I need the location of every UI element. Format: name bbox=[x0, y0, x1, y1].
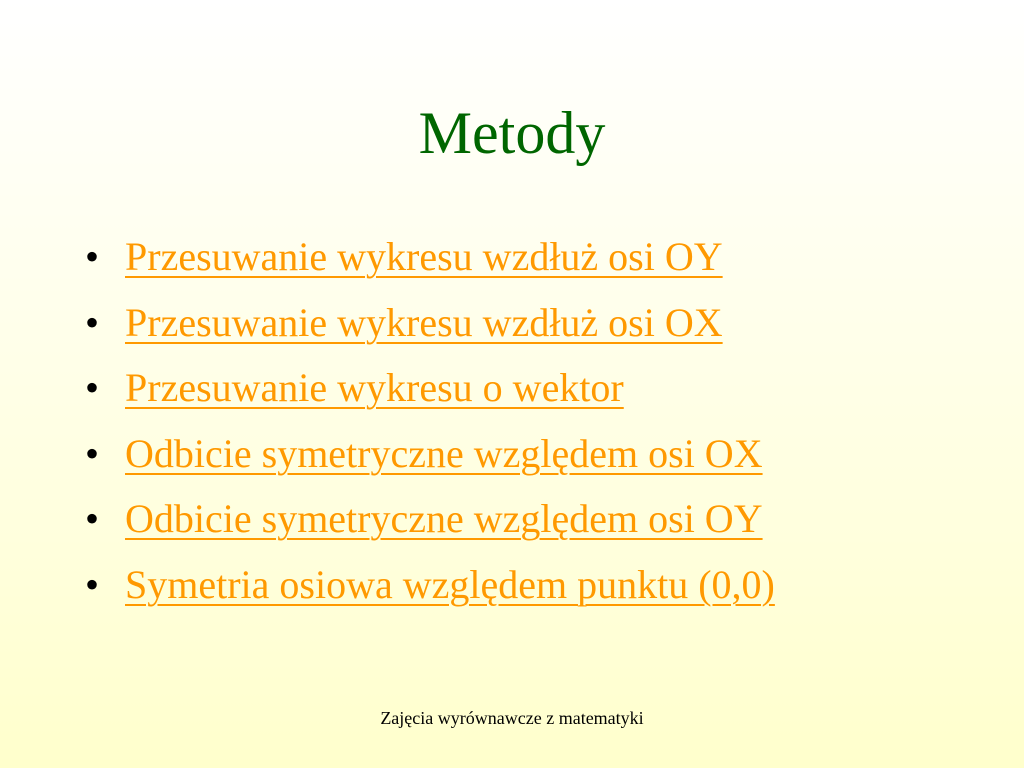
methods-list bbox=[85, 226, 985, 619]
list-item bbox=[85, 292, 985, 358]
link-shift-ox[interactable]: Przesuwanie wykresu wzdłuż osi OX bbox=[125, 299, 723, 345]
bullet-icon: • bbox=[85, 299, 100, 345]
bullet-icon: • bbox=[85, 234, 100, 279]
bullet-icon: • bbox=[85, 430, 100, 476]
list-item bbox=[85, 357, 985, 423]
link-reflect-oy[interactable]: Odbicie symetryczne względem osi OY bbox=[125, 496, 763, 541]
list-item bbox=[85, 554, 985, 620]
bullet-icon: • bbox=[85, 561, 100, 607]
slide-footer: Zajęcia wyrównawcze z matematyki bbox=[380, 708, 644, 728]
link-shift-vector[interactable]: Przesuwanie wykresu o wektor bbox=[125, 365, 624, 410]
link-shift-oy[interactable]: Przesuwanie wykresu wzdłuż osi OY bbox=[125, 234, 723, 279]
list-item bbox=[85, 488, 985, 554]
list-item bbox=[85, 226, 985, 292]
bullet-icon: • bbox=[85, 365, 100, 410]
list-item bbox=[85, 423, 985, 489]
link-point-symmetry[interactable]: Symetria osiowa względem punktu (0,0) bbox=[125, 561, 775, 607]
bullet-icon: • bbox=[85, 496, 100, 541]
link-reflect-ox[interactable]: Odbicie symetryczne względem osi OX bbox=[125, 430, 763, 476]
slide-title: Metody bbox=[418, 100, 606, 166]
